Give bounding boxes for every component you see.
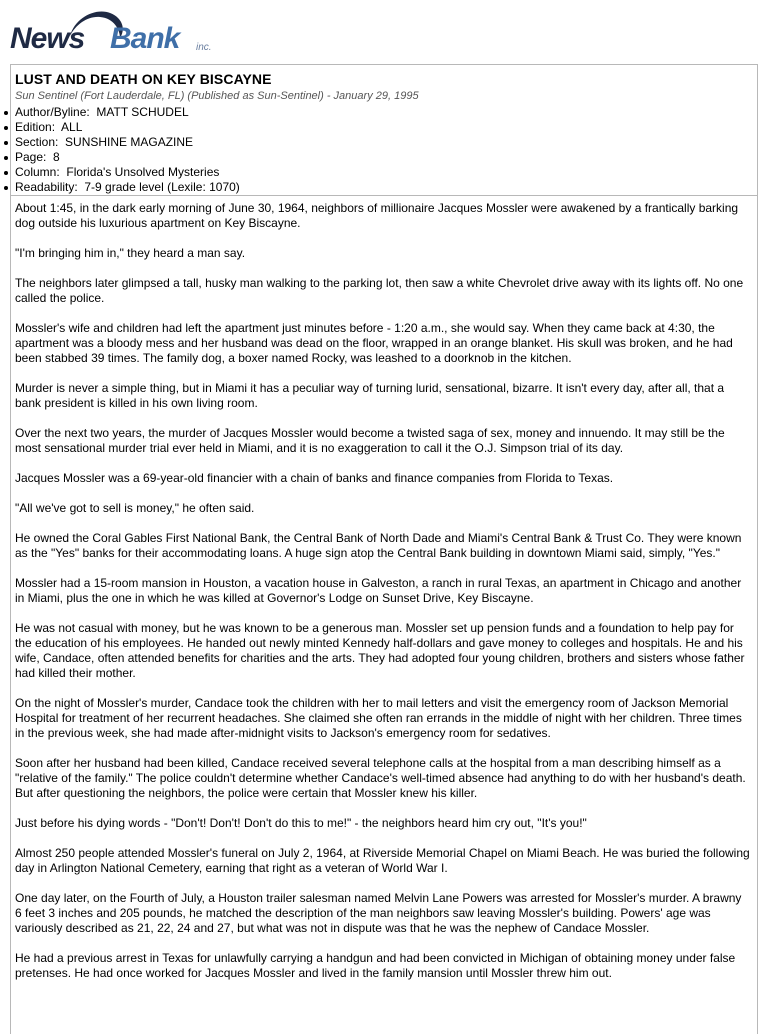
- article-paragraph: "I'm bringing him in," they heard a man say.: [15, 246, 246, 260]
- article-paragraph: The neighbors later glimpsed a tall, husky man walking to the parking lot, then saw a white Chevrolet drive away with its lights off. No one called the police.: [15, 276, 744, 305]
- article-paragraph: "All we've got to sell is money," he often said.: [15, 501, 255, 515]
- article-source: Sun Sentinel (Fort Lauderdale, FL) (Published as Sun-Sentinel) - January 29, 1995: [15, 90, 419, 102]
- article-paragraph: Over the next two years, the murder of Jacques Mossler would become a twisted saga of sex, money and innuendo. It may still be the most sensational murder trial ever held in Miami, and it is no exaggeration to call it the O.J. Simpson trial of its day.: [15, 426, 725, 455]
- article-metadata-list: [15, 105, 240, 195]
- newsbank-logo-graphic: [8, 6, 223, 58]
- article-paragraph: Just before his dying words - "Don't! Don't! Don't do this to me!" - the neighbors heard him cry out, "It's you!": [15, 816, 587, 830]
- meta-column: [15, 165, 240, 180]
- meta-label: Edition:: [15, 120, 56, 134]
- meta-label: Page:: [15, 150, 47, 164]
- article-title: LUST AND DEATH ON KEY BISCAYNE: [15, 71, 272, 87]
- meta-label: Author/Byline:: [15, 105, 90, 119]
- article-paragraph: He was not casual with money, but he was known to be a generous man. Mossler set up pension funds and a foundation to help pay for the education of his employees. He handed out newly minted Kennedy half-dollars and gave money to colleges and hospitals. He and his wife, Candace, often attended benefits for charities and the arts. They had adopted four young children, brothers and sisters whose father had killed their mother.: [15, 621, 745, 680]
- meta-section: [15, 135, 240, 150]
- logo-bank-text: Bank: [110, 22, 180, 55]
- meta-value: MATT SCHUDEL: [96, 105, 189, 119]
- article-paragraph: Almost 250 people attended Mossler's funeral on July 2, 1964, at Riverside Memorial Chapel on Miami Beach. He was buried the following day in Arlington National Cemetery, earning that right as a veteran of World War I.: [15, 846, 750, 875]
- meta-label: Section:: [15, 135, 59, 149]
- article-paragraph: He had a previous arrest in Texas for unlawfully carrying a handgun and had been convicted in Michigan of obtaining money under false pretenses. He had once worked for Jacques Mossler and lived in the family mansion until Mossler threw him out.: [15, 951, 736, 980]
- article-paragraph: Jacques Mossler was a 69-year-old financier with a chain of banks and finance companies from Florida to Texas.: [15, 471, 614, 485]
- meta-value: SUNSHINE MAGAZINE: [65, 135, 194, 149]
- article-paragraph: On the night of Mossler's murder, Candace took the children with her to mail letters and visit the emergency room of Jackson Memorial Hospital for treatment of her recurrent headaches. She claimed she often ran errands in the middle of night with her children. Three times in the previous week, she had made after-midnight visits to Jackson's emergency room for sedatives.: [15, 696, 742, 740]
- article-paragraph: Mossler had a 15-room mansion in Houston, a vacation house in Galveston, a ranch in rural Texas, an apartment in Chicago and another in Miami, plus the one in which he was killed at Governor's Lodge on Sunset Drive, Key Biscayne.: [15, 576, 742, 605]
- meta-author: [15, 105, 240, 120]
- newsbank-logo: [8, 6, 223, 58]
- header-divider: [10, 195, 758, 196]
- article-paragraph: Murder is never a simple thing, but in Miami it has a peculiar way of turning lurid, sensational, bizarre. It isn't every day, after all, that a bank president is killed in his own living room.: [15, 381, 725, 410]
- logo-inc-text: inc.: [196, 42, 212, 53]
- meta-value: ALL: [61, 120, 83, 134]
- meta-label: Column:: [15, 165, 60, 179]
- meta-edition: [15, 120, 240, 135]
- article-body: [15, 201, 750, 996]
- meta-value: 8: [53, 150, 60, 164]
- article-paragraph: Soon after her husband had been killed, Candace received several telephone calls at the hospital from a man describing himself as a "relative of the family." The police couldn't determine whether Candace's well-timed absence had anything to do with her husband's death. But after questioning the neighbors, the police were certain that Mossler knew his killer.: [15, 756, 746, 800]
- article-paragraph: About 1:45, in the dark early morning of June 30, 1964, neighbors of millionaire Jacques Mossler were awakened by a frantically barking dog outside his luxurious apartment on Key Biscayne.: [15, 201, 739, 230]
- article-paragraph: He owned the Coral Gables First National Bank, the Central Bank of North Dade and Miami's Central Bank & Trust Co. They were known as the "Yes" banks for their accommodating loans. A huge sign atop the Central Bank building in downtown Miami said, simply, "Yes.": [15, 531, 742, 560]
- logo-news-text: News: [10, 22, 85, 55]
- meta-value: Florida's Unsolved Mysteries: [66, 165, 220, 179]
- meta-readability: [15, 180, 240, 195]
- meta-page: [15, 150, 240, 165]
- meta-value: 7-9 grade level (Lexile: 1070): [84, 180, 240, 194]
- meta-label: Readability:: [15, 180, 78, 194]
- article-paragraph: Mossler's wife and children had left the apartment just minutes before - 1:20 a.m., she would say. When they came back at 4:30, the apartment was a bloody mess and her husband was dead on the floor, wrapped in an orange blanket. His skull was broken, and he had been stabbed 39 times. The family dog, a boxer named Rocky, was leashed to a doorknob in the kitchen.: [15, 321, 733, 365]
- article-paragraph: One day later, on the Fourth of July, a Houston trailer salesman named Melvin Lane Powers was arrested for Mossler's murder. A brawny 6 feet 3 inches and 205 pounds, he matched the description of the man neighbors saw leaving Mossler's building. Powers' age was variously described as 21, 22, 24 and 27, but what was not in dispute was that he was the nephew of Candace Mossler.: [15, 891, 742, 935]
